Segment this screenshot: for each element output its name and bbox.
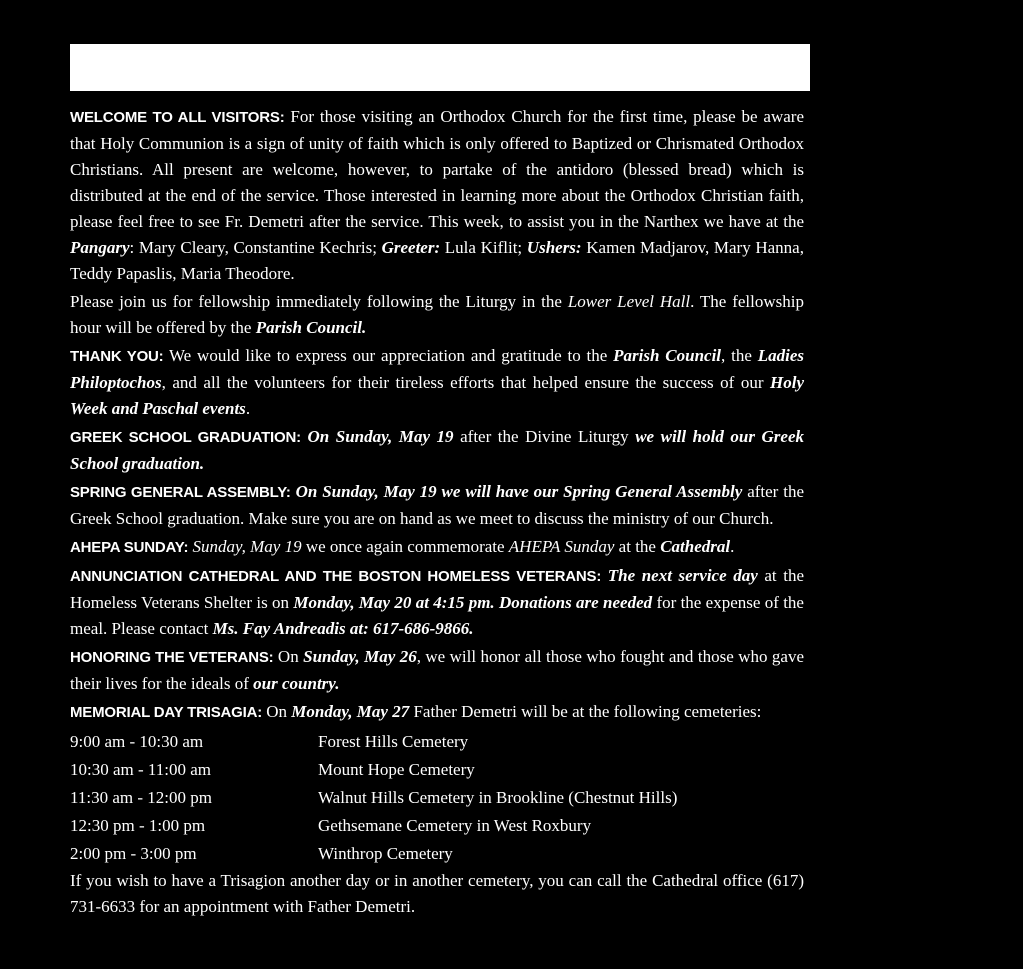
header-bar [70,44,810,91]
assembly-paragraph [70,479,804,532]
honoring-country: our country. [253,674,340,693]
memorial-text: On [262,702,292,721]
thank-you-text-2: , the [721,346,758,365]
assembly-heading: SPRING GENERAL ASSEMBLY: [70,484,291,501]
fellowship-text-2: . The fellowship hour will be offered by the [70,292,804,337]
memorial-date: Monday, May 27 [291,702,410,721]
closing-paragraph: If you wish to have a Trisagion another day or in another cemetery, you can call the Cathedral office (617) 731-6633 for an appointment with Father Demetri. [70,871,804,916]
thank-you-text: We would like to express our appreciation and gratitude to the [163,346,614,365]
ahepa-text-2: at the [614,537,661,556]
honoring-date: Sunday, May 26 [303,647,417,666]
pangary-names: : Mary Cleary, Constantine Kechris; [129,238,382,257]
honoring-paragraph [70,644,804,697]
welcome-text: For those visiting an Orthodox Church for the first time, please be aware that Holy Communion is a sign of unity of faith which is only offered to Baptized or Chrismated Orthodox Christians. All present are welcome, however, to partake of the antidoro (blessed bread) which is distributed at the end of the service. Those interested in learning more about the Orthodox Christian faith, please feel free to see Fr. Demetri after the service. This week, to assist you in the Narthex we have at the [70,107,805,231]
thank-you-heading: THANK YOU: [70,348,164,365]
schedule-time: 9:00 am - 10:30 am [70,732,204,751]
veterans-shelter-text: at the Homeless Veterans Shelter is on [70,566,804,612]
veterans-shelter-next: The next service day [601,566,758,585]
ahepa-paragraph [70,534,804,561]
honoring-text-2: , we will honor all those who fought and those who gave their lives for the ideals of [70,647,804,693]
schedule-row [70,812,804,840]
thank-you-council: Parish Council [613,346,722,365]
schedule-place: Winthrop Cemetery [318,844,453,863]
schedule-time: 11:30 am - 12:00 pm [70,788,212,807]
ahepa-place: Cathedral [660,537,731,556]
ushers-names: Kamen Madjarov, Mary Hanna, Teddy Papaslis, Maria Theodore. [70,238,804,283]
fellowship-council: Parish Council. [255,318,367,337]
ahepa-end: . [730,537,735,556]
honoring-text: On [273,647,304,666]
assembly-text: after the Greek School graduation. Make sure you are on hand as we meet to discuss the ministry of our Church. [70,482,804,528]
ahepa-date: Sunday, May 19 [188,537,302,556]
graduation-heading: GREEK SCHOOL GRADUATION: [70,429,301,446]
thank-you-end: . [245,399,251,418]
schedule-row [70,784,804,812]
assembly-date: On Sunday, May 19 we will have our Spring General Assembly [290,482,743,501]
ushers-label: Ushers: [526,238,582,257]
fellowship-text: Please join us for fellowship immediately following the Liturgy in the [70,292,568,311]
schedule-time: 2:00 pm - 3:00 pm [70,844,197,863]
thank-you-events: Holy Week and Paschal events [70,373,804,418]
fellowship-hall: Lower Level Hall [567,292,691,311]
cemetery-schedule [70,728,804,868]
schedule-time: 10:30 am - 11:00 am [70,760,212,779]
ahepa-name: AHEPA Sunday [508,537,615,556]
schedule-place: Gethsemane Cemetery in West Roxbury [318,816,592,835]
veterans-shelter-text-2: for the expense of the meal. Please contact [70,593,804,638]
graduation-paragraph [70,424,804,477]
graduation-date: On Sunday, May 19 [300,427,454,446]
schedule-row [70,840,804,868]
schedule-place: Mount Hope Cemetery [318,760,475,779]
welcome-heading: WELCOME TO ALL VISITORS: [70,109,285,126]
honoring-heading: HONORING THE VETERANS: [70,649,274,666]
graduation-text: after the Divine Liturgy [453,427,636,446]
veterans-shelter-date: Monday, May 20 at 4:15 pm. Donations are needed [293,593,653,612]
memorial-heading: MEMORIAL DAY TRISAGIA: [70,704,263,721]
memorial-text-2: Father Demetri will be at the following cemeteries: [409,702,762,721]
veterans-shelter-contact: Ms. Fay Andreadis at: 617-686-9866. [212,619,474,638]
ahepa-text: we once again commemorate [301,537,509,556]
ahepa-heading: AHEPA SUNDAY: [70,539,189,556]
thank-you-paragraph [70,343,804,422]
welcome-paragraph [70,104,804,287]
thank-you-ladies: Ladies Philoptochos [70,346,804,392]
veterans-shelter-paragraph [70,563,804,642]
announcements [70,104,804,922]
graduation-hold: we will hold our Greek School graduation. [70,427,805,473]
schedule-place: Walnut Hills Cemetery in Brookline (Chestnut Hills) [318,788,678,807]
greeter-name: Lula Kiflit; [440,238,527,257]
greeter-label: Greeter: [381,238,441,257]
schedule-time: 12:30 pm - 1:00 pm [70,816,206,835]
veterans-shelter-heading: ANNUNCIATION CATHEDRAL AND THE BOSTON HOMELESS VETERANS: [70,568,602,585]
schedule-place: Forest Hills Cemetery [318,732,469,751]
thank-you-text-3: , and all the volunteers for their tireless efforts that helped ensure the success of our [161,373,770,392]
schedule-row [70,756,804,784]
schedule-row [70,728,804,756]
fellowship-paragraph [70,289,804,341]
pangary-label: Pangary [70,238,130,257]
memorial-paragraph [70,699,804,726]
